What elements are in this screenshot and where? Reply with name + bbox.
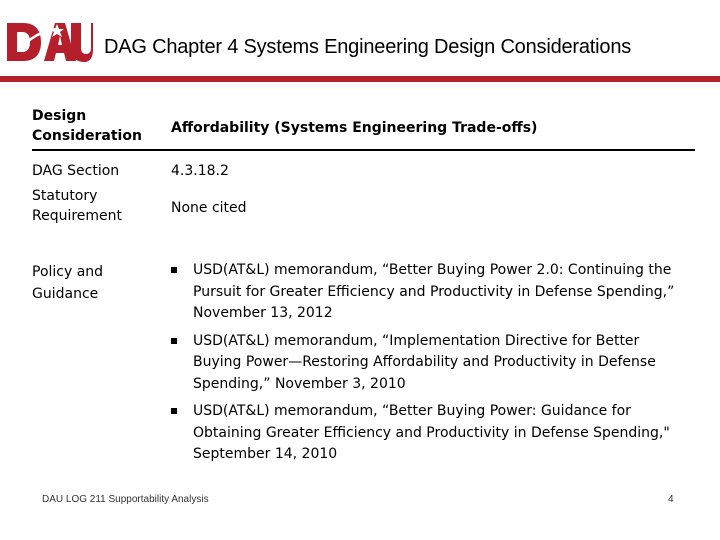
table-header-row bbox=[32, 104, 695, 151]
policy-reference-text: USD(AT&L) memorandum, “Better Buying Power 2.0: Continuing the Pursuit for Greater Efficiency and Productivity in Defense Spending,” November 13, 2012 bbox=[193, 262, 675, 321]
title-divider bbox=[0, 76, 720, 82]
slide-title: DAG Chapter 4 Systems Engineering Design Considerations bbox=[104, 36, 632, 58]
page-number: 4 bbox=[668, 494, 674, 505]
statutory-requirement-label: Statutory Requirement bbox=[32, 188, 123, 224]
square-bullet-icon bbox=[171, 267, 177, 273]
dau-logo-mark bbox=[5, 20, 93, 64]
list-item bbox=[171, 401, 686, 466]
dag-section-value: 4.3.18.2 bbox=[171, 163, 229, 179]
design-consideration-label: Design Consideration bbox=[32, 108, 142, 144]
design-consideration-value: Affordability (Systems Engineering Trade-offs) bbox=[171, 120, 538, 136]
policy-reference-text: USD(AT&L) memorandum, “Better Buying Power: Guidance for Obtaining Greater Efficiency and Productivity in Defense Spending," September 14, 2010 bbox=[193, 403, 670, 462]
design-consideration-table bbox=[32, 104, 695, 485]
statutory-requirement-row bbox=[32, 182, 695, 235]
policy-reference-text: USD(AT&L) memorandum, “Implementation Directive for Better Buying Power—Restoring Affordability and Productivity in Defense Spending,” November 3, 2010 bbox=[193, 332, 656, 392]
dag-section-row bbox=[32, 151, 695, 182]
statutory-requirement-value: None cited bbox=[171, 200, 247, 216]
policy-guidance-label: Policy and Guidance bbox=[32, 264, 104, 302]
list-item bbox=[171, 331, 686, 396]
dau-logo bbox=[5, 20, 93, 64]
list-item bbox=[171, 260, 686, 325]
policy-guidance-row bbox=[32, 235, 695, 485]
policy-reference-list bbox=[171, 260, 686, 472]
square-bullet-icon bbox=[171, 408, 177, 414]
square-bullet-icon bbox=[171, 338, 177, 344]
footer-course: DAU LOG 211 Supportability Analysis bbox=[42, 494, 209, 505]
dag-section-label: DAG Section bbox=[32, 163, 120, 179]
